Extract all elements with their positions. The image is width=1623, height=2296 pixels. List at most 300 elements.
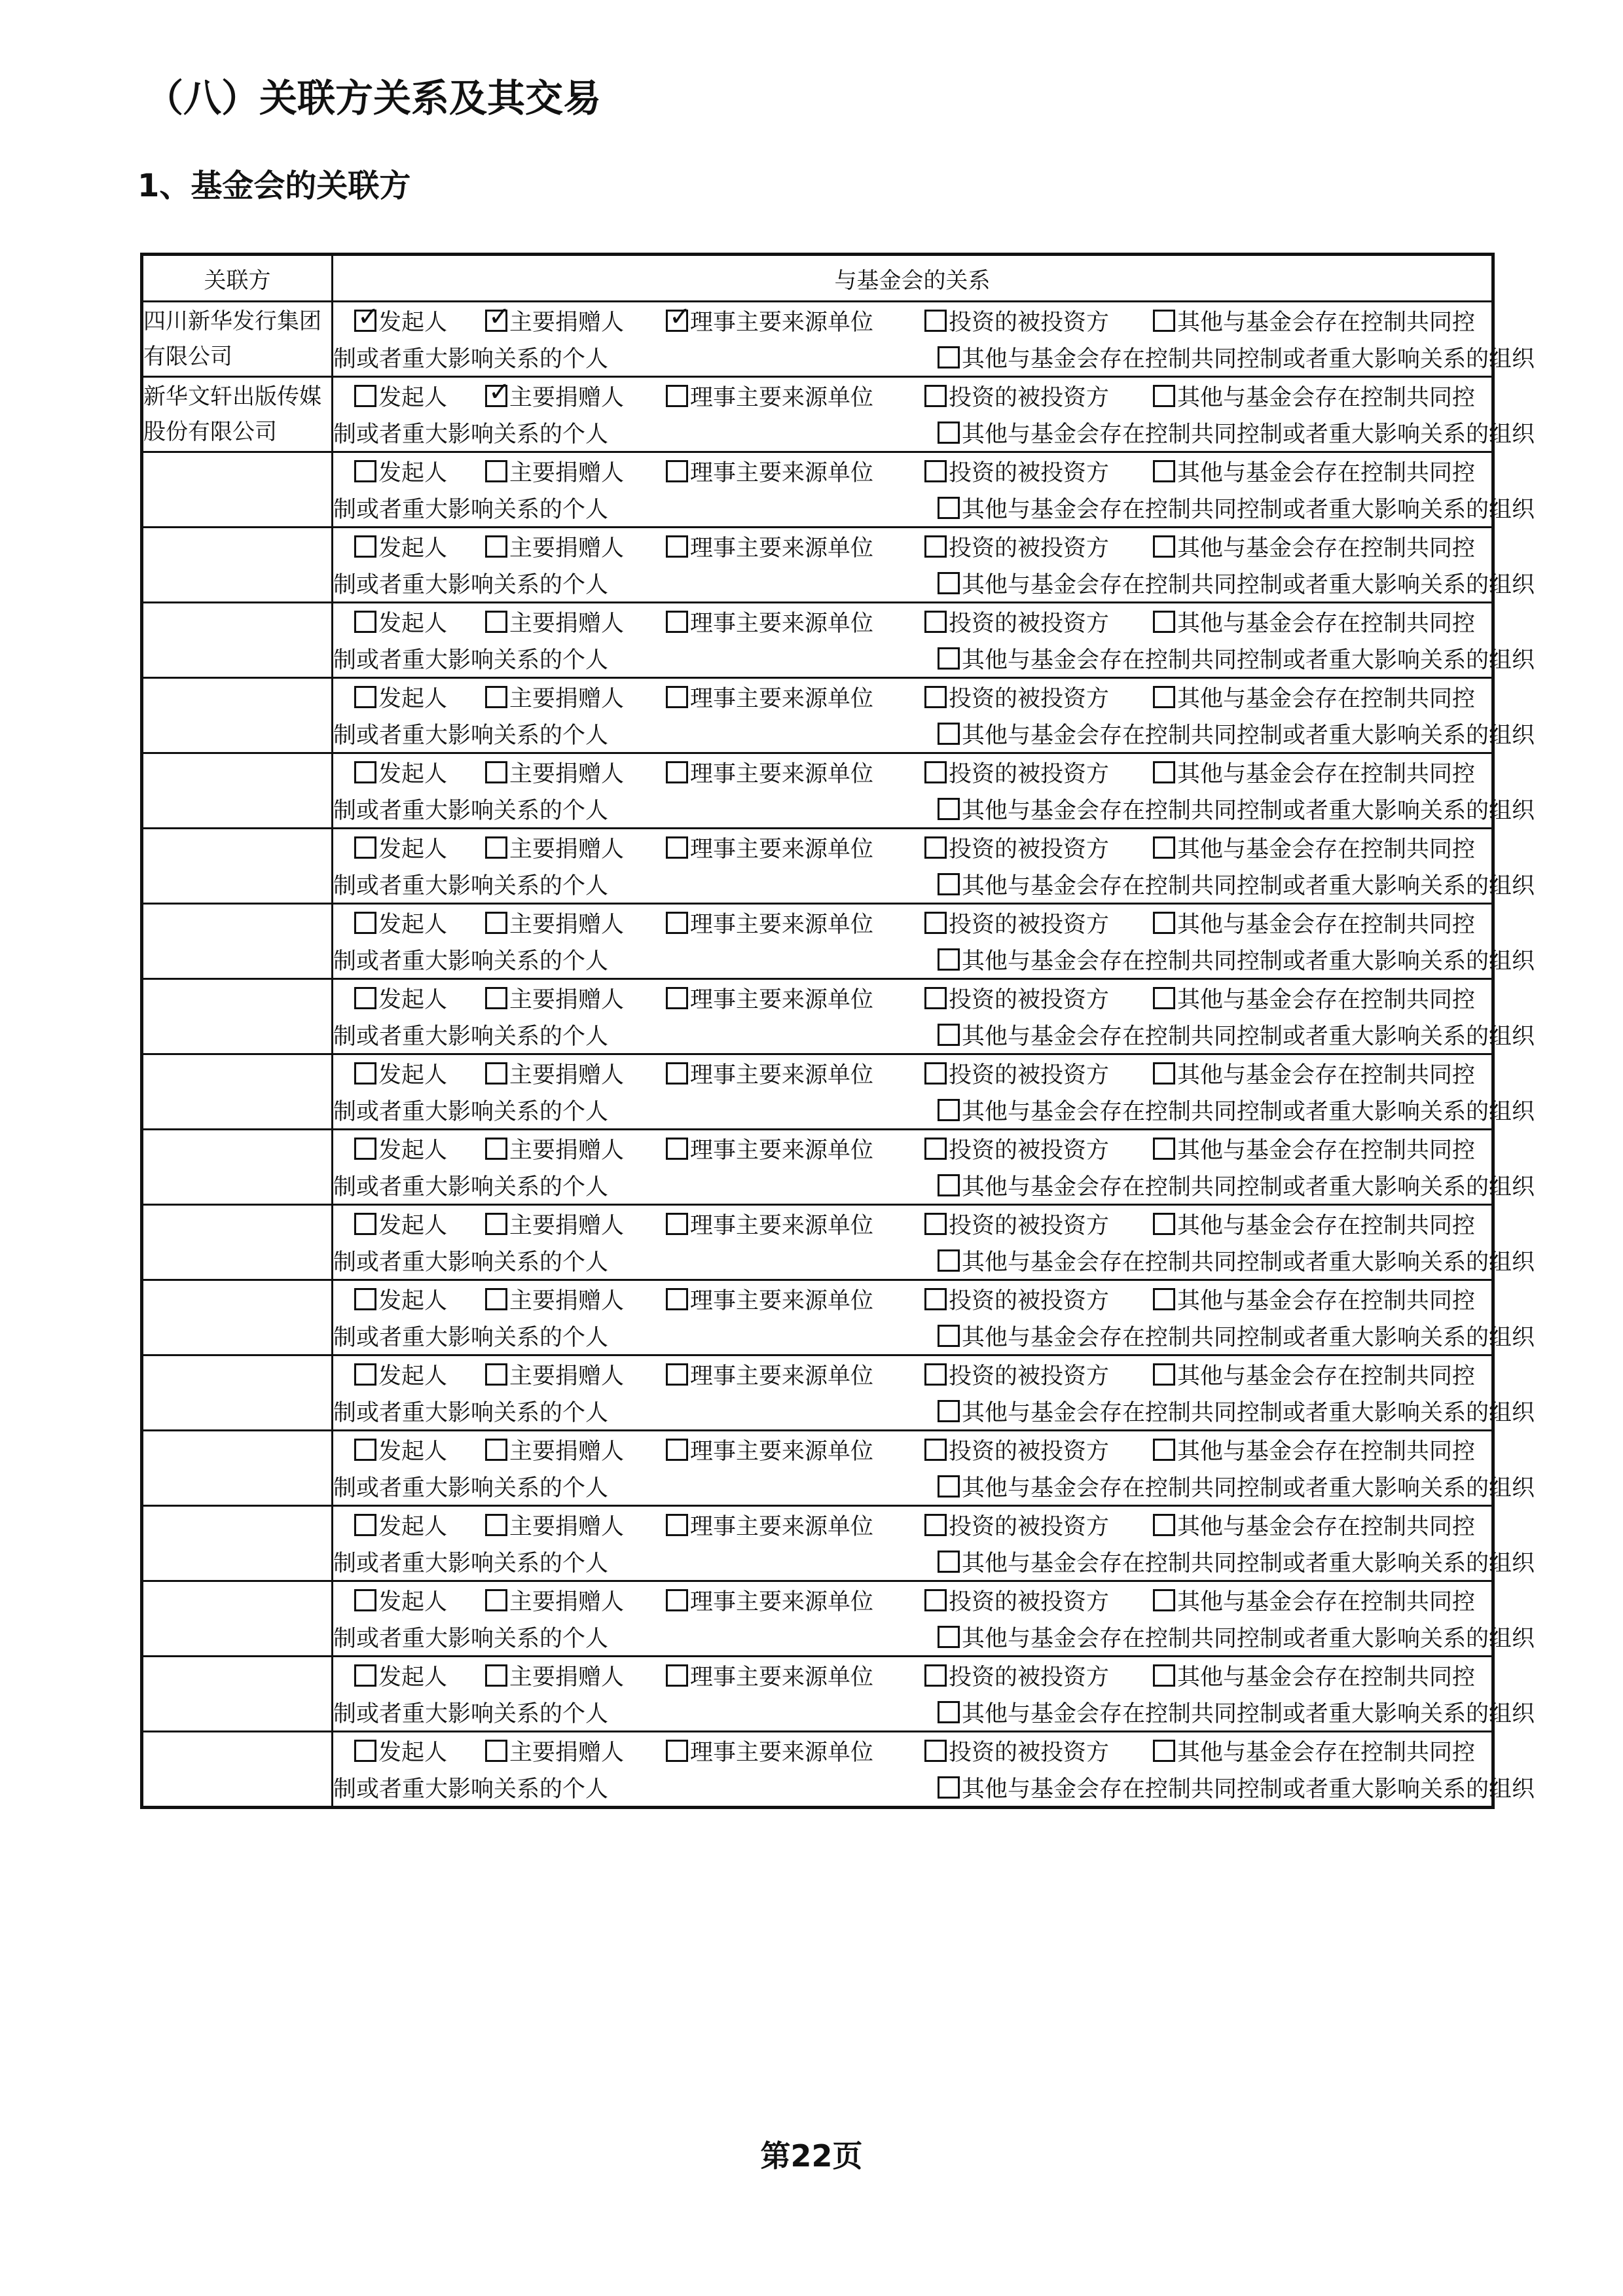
unchecked-box-icon[interactable]	[924, 460, 947, 482]
option-major-donor	[485, 831, 624, 864]
unchecked-box-icon[interactable]	[485, 836, 507, 859]
option-founder	[354, 906, 447, 939]
related-party-name	[142, 1657, 333, 1732]
option-founder	[354, 681, 447, 713]
checked-box-icon[interactable]	[354, 310, 376, 332]
option-major-donor	[485, 1509, 624, 1541]
unchecked-box-icon[interactable]	[354, 1363, 376, 1386]
unchecked-box-icon[interactable]	[924, 1213, 947, 1235]
option-investee	[924, 530, 1109, 563]
option-label: 发起人	[378, 912, 448, 938]
relationship-cell	[333, 753, 1535, 829]
unchecked-box-icon[interactable]	[354, 1288, 376, 1310]
option-investee	[924, 1132, 1109, 1165]
option-label: 其他与基金会存在控制共同控制或者重大影响关系的组织	[962, 798, 1535, 824]
option-label: 发起人	[378, 460, 448, 486]
unchecked-box-icon[interactable]	[354, 1589, 376, 1611]
option-label: 主要捐赠人	[509, 987, 625, 1013]
option-label: 投资的被投资方	[949, 1664, 1110, 1691]
unchecked-box-icon[interactable]	[354, 987, 376, 1009]
option-label: 投资的被投资方	[949, 535, 1110, 562]
unchecked-box-icon[interactable]	[666, 1138, 688, 1160]
option-label: 其他与基金会存在控制共同控	[1177, 987, 1476, 1013]
option-other-person	[1153, 681, 1475, 713]
option-label: 其他与基金会存在控制共同控制或者重大影响关系的组织	[962, 572, 1535, 598]
option-label: 发起人	[378, 836, 448, 863]
option-investee	[924, 1509, 1109, 1541]
relationship-cell	[333, 1732, 1535, 1808]
unchecked-box-icon[interactable]	[938, 873, 960, 895]
unchecked-box-icon[interactable]	[485, 1062, 507, 1085]
unchecked-box-icon[interactable]	[354, 385, 376, 407]
other-person-label-continued: 制或者重大影响关系的个人	[333, 798, 609, 824]
relationship-cell	[333, 1581, 1535, 1657]
unchecked-box-icon[interactable]	[938, 1475, 960, 1498]
unchecked-box-icon[interactable]	[924, 1589, 947, 1611]
unchecked-box-icon[interactable]	[924, 1740, 947, 1762]
option-label: 其他与基金会存在控制共同控制或者重大影响关系的组织	[962, 1776, 1535, 1803]
unchecked-box-icon[interactable]	[924, 1514, 947, 1536]
unchecked-box-icon[interactable]	[485, 686, 507, 708]
option-other-org	[938, 1319, 1535, 1352]
option-founder	[354, 304, 447, 337]
option-label: 主要捐赠人	[509, 1062, 625, 1088]
option-label: 其他与基金会存在控制共同控	[1177, 385, 1476, 411]
option-major-donor	[485, 1283, 624, 1316]
table-row	[142, 979, 1493, 1054]
option-founder	[354, 605, 447, 638]
option-investee	[924, 1208, 1109, 1240]
option-label: 理事主要来源单位	[690, 1288, 874, 1314]
table-row	[142, 452, 1493, 528]
relationship-cell	[333, 979, 1535, 1054]
option-label: 其他与基金会存在控制共同控	[1177, 1589, 1476, 1615]
unchecked-box-icon[interactable]	[938, 1626, 960, 1648]
unchecked-box-icon[interactable]	[1153, 1288, 1175, 1310]
unchecked-box-icon[interactable]	[1153, 912, 1175, 934]
option-label: 发起人	[378, 1740, 448, 1766]
unchecked-box-icon[interactable]	[485, 1740, 507, 1762]
option-founder	[354, 380, 447, 412]
option-founder	[354, 831, 447, 864]
unchecked-box-icon[interactable]	[485, 535, 507, 558]
option-other-org	[938, 1395, 1535, 1427]
other-person-label-continued: 制或者重大影响关系的个人	[333, 1776, 609, 1803]
option-label: 其他与基金会存在控制共同控制或者重大影响关系的组织	[962, 1551, 1535, 1577]
related-party-name	[142, 452, 333, 528]
option-other-org	[938, 1018, 1535, 1051]
option-investee	[924, 1358, 1109, 1391]
unchecked-box-icon[interactable]	[485, 1439, 507, 1461]
relationship-cell	[333, 1657, 1535, 1732]
option-major-donor	[485, 530, 624, 563]
unchecked-box-icon[interactable]	[924, 310, 947, 332]
option-label: 发起人	[378, 1288, 448, 1314]
option-label: 投资的被投资方	[949, 1213, 1110, 1239]
option-label: 其他与基金会存在控制共同控制或者重大影响关系的组织	[962, 1475, 1535, 1501]
option-other-person	[1153, 605, 1475, 638]
related-party-name	[142, 1506, 333, 1581]
checked-box-icon[interactable]	[666, 310, 688, 332]
unchecked-box-icon[interactable]	[354, 1138, 376, 1160]
unchecked-box-icon[interactable]	[666, 1062, 688, 1085]
unchecked-box-icon[interactable]	[1153, 686, 1175, 708]
option-label: 理事主要来源单位	[690, 1062, 874, 1088]
option-other-org	[938, 1470, 1535, 1503]
option-other-person	[1153, 831, 1475, 864]
unchecked-box-icon[interactable]	[354, 1062, 376, 1085]
relationship-cell	[333, 1280, 1535, 1355]
unchecked-box-icon[interactable]	[666, 1213, 688, 1235]
relationship-cell	[333, 829, 1535, 904]
option-investee	[924, 1433, 1109, 1466]
unchecked-box-icon[interactable]	[1153, 1439, 1175, 1461]
table-row	[142, 1506, 1493, 1581]
other-person-label-continued: 制或者重大影响关系的个人	[333, 723, 609, 749]
option-founder	[354, 1283, 447, 1316]
option-council-source-unit	[666, 906, 873, 939]
option-other-person	[1153, 1132, 1475, 1165]
option-investee	[924, 1057, 1109, 1090]
unchecked-box-icon[interactable]	[938, 723, 960, 745]
option-other-person	[1153, 1509, 1475, 1541]
option-label: 理事主要来源单位	[690, 1363, 874, 1390]
option-council-source-unit	[666, 1659, 873, 1692]
unchecked-box-icon[interactable]	[924, 836, 947, 859]
unchecked-box-icon[interactable]	[1153, 460, 1175, 482]
unchecked-box-icon[interactable]	[1153, 836, 1175, 859]
relationship-cell	[333, 678, 1535, 753]
unchecked-box-icon[interactable]	[924, 1664, 947, 1687]
option-other-org	[938, 642, 1535, 675]
unchecked-box-icon[interactable]	[485, 460, 507, 482]
unchecked-box-icon[interactable]	[1153, 1213, 1175, 1235]
other-person-label-continued: 制或者重大影响关系的个人	[333, 422, 609, 448]
table-row	[142, 1054, 1493, 1130]
option-label: 投资的被投资方	[949, 1288, 1110, 1314]
unchecked-box-icon[interactable]	[938, 497, 960, 519]
unchecked-box-icon[interactable]	[938, 798, 960, 820]
option-council-source-unit	[666, 530, 873, 563]
unchecked-box-icon[interactable]	[666, 535, 688, 558]
option-other-org	[938, 1621, 1535, 1653]
option-label: 发起人	[378, 535, 448, 562]
unchecked-box-icon[interactable]	[938, 1701, 960, 1723]
option-label: 投资的被投资方	[949, 611, 1110, 637]
header-relationship: 与基金会的关系	[333, 255, 1493, 302]
unchecked-box-icon[interactable]	[485, 761, 507, 783]
option-investee	[924, 455, 1109, 488]
unchecked-box-icon[interactable]	[924, 912, 947, 934]
unchecked-box-icon[interactable]	[938, 1776, 960, 1799]
option-label: 其他与基金会存在控制共同控制或者重大影响关系的组织	[962, 1024, 1535, 1050]
unchecked-box-icon[interactable]	[666, 1740, 688, 1762]
option-label: 投资的被投资方	[949, 1363, 1110, 1390]
option-label: 主要捐赠人	[509, 1288, 625, 1314]
unchecked-box-icon[interactable]	[666, 1288, 688, 1310]
option-label: 理事主要来源单位	[690, 836, 874, 863]
option-label: 其他与基金会存在控制共同控	[1177, 1514, 1476, 1540]
option-council-source-unit	[666, 681, 873, 713]
option-label: 发起人	[378, 1062, 448, 1088]
option-label: 发起人	[378, 987, 448, 1013]
option-label: 投资的被投资方	[949, 385, 1110, 411]
option-label: 理事主要来源单位	[690, 611, 874, 637]
unchecked-box-icon[interactable]	[924, 761, 947, 783]
unchecked-box-icon[interactable]	[666, 836, 688, 859]
checked-box-icon[interactable]	[485, 385, 507, 407]
unchecked-box-icon[interactable]	[666, 686, 688, 708]
related-party-name	[142, 1130, 333, 1205]
other-person-label-continued: 制或者重大影响关系的个人	[333, 647, 609, 673]
unchecked-box-icon[interactable]	[354, 1740, 376, 1762]
unchecked-box-icon[interactable]	[666, 385, 688, 407]
unchecked-box-icon[interactable]	[924, 987, 947, 1009]
option-label: 主要捐赠人	[509, 1213, 625, 1239]
related-party-name: 新华文轩出版传媒股份有限公司	[142, 377, 333, 452]
option-label: 其他与基金会存在控制共同控制或者重大影响关系的组织	[962, 948, 1535, 975]
option-founder	[354, 530, 447, 563]
unchecked-box-icon[interactable]	[666, 1589, 688, 1611]
unchecked-box-icon[interactable]	[924, 611, 947, 633]
unchecked-box-icon[interactable]	[938, 422, 960, 444]
unchecked-box-icon[interactable]	[938, 572, 960, 594]
table-row	[142, 1657, 1493, 1732]
unchecked-box-icon[interactable]	[485, 912, 507, 934]
option-label: 其他与基金会存在控制共同控	[1177, 912, 1476, 938]
unchecked-box-icon[interactable]	[924, 1288, 947, 1310]
unchecked-box-icon[interactable]	[666, 1664, 688, 1687]
unchecked-box-icon[interactable]	[354, 761, 376, 783]
option-label: 其他与基金会存在控制共同控	[1177, 460, 1476, 486]
other-person-label-continued: 制或者重大影响关系的个人	[333, 1626, 609, 1652]
option-major-donor	[485, 906, 624, 939]
unchecked-box-icon[interactable]	[1153, 1589, 1175, 1611]
option-label: 发起人	[378, 385, 448, 411]
table-row	[142, 377, 1493, 452]
option-label: 理事主要来源单位	[690, 1138, 874, 1164]
option-label: 其他与基金会存在控制共同控	[1177, 1138, 1476, 1164]
unchecked-box-icon[interactable]	[666, 987, 688, 1009]
option-label: 主要捐赠人	[509, 535, 625, 562]
related-party-name: 四川新华发行集团有限公司	[142, 302, 333, 377]
relationship-cell	[333, 603, 1535, 678]
option-major-donor	[485, 681, 624, 713]
option-label: 理事主要来源单位	[690, 987, 874, 1013]
unchecked-box-icon[interactable]	[938, 1174, 960, 1196]
unchecked-box-icon[interactable]	[924, 1363, 947, 1386]
unchecked-box-icon[interactable]	[1153, 385, 1175, 407]
relationship-cell	[333, 1431, 1535, 1506]
option-council-source-unit	[666, 1283, 873, 1316]
option-label: 其他与基金会存在控制共同控	[1177, 761, 1476, 787]
option-other-org	[938, 868, 1535, 901]
option-other-org	[938, 341, 1535, 374]
option-label: 其他与基金会存在控制共同控	[1177, 686, 1476, 712]
option-label: 其他与基金会存在控制共同控	[1177, 611, 1476, 637]
unchecked-box-icon[interactable]	[938, 1024, 960, 1046]
unchecked-box-icon[interactable]	[1153, 611, 1175, 633]
unchecked-box-icon[interactable]	[1153, 1514, 1175, 1536]
option-council-source-unit	[666, 1208, 873, 1240]
option-label: 其他与基金会存在控制共同控	[1177, 310, 1476, 336]
unchecked-box-icon[interactable]	[485, 1514, 507, 1536]
unchecked-box-icon[interactable]	[1153, 1062, 1175, 1085]
option-label: 理事主要来源单位	[690, 912, 874, 938]
related-party-name	[142, 1732, 333, 1808]
unchecked-box-icon[interactable]	[938, 1249, 960, 1272]
unchecked-box-icon[interactable]	[938, 948, 960, 971]
option-other-org	[938, 492, 1535, 524]
unchecked-box-icon[interactable]	[938, 1099, 960, 1121]
unchecked-box-icon[interactable]	[666, 912, 688, 934]
unchecked-box-icon[interactable]	[1153, 987, 1175, 1009]
unchecked-box-icon[interactable]	[354, 686, 376, 708]
unchecked-box-icon[interactable]	[666, 1439, 688, 1461]
option-label: 其他与基金会存在控制共同控制或者重大影响关系的组织	[962, 497, 1535, 523]
unchecked-box-icon[interactable]	[924, 1439, 947, 1461]
unchecked-box-icon[interactable]	[485, 1664, 507, 1687]
option-other-org	[938, 1244, 1535, 1277]
option-council-source-unit	[666, 1057, 873, 1090]
unchecked-box-icon[interactable]	[485, 987, 507, 1009]
unchecked-box-icon[interactable]	[1153, 310, 1175, 332]
unchecked-box-icon[interactable]	[354, 1439, 376, 1461]
unchecked-box-icon[interactable]	[938, 1400, 960, 1422]
relationship-cell	[333, 1054, 1535, 1130]
option-label: 发起人	[378, 1439, 448, 1465]
option-label: 理事主要来源单位	[690, 1213, 874, 1239]
unchecked-box-icon[interactable]	[938, 346, 960, 368]
option-other-person	[1153, 530, 1475, 563]
option-other-person	[1153, 1734, 1475, 1767]
option-label: 其他与基金会存在控制共同控	[1177, 535, 1476, 562]
unchecked-box-icon[interactable]	[485, 1288, 507, 1310]
related-party-table	[140, 253, 1535, 1809]
option-founder	[354, 1509, 447, 1541]
option-investee	[924, 982, 1109, 1014]
option-label: 发起人	[378, 1363, 448, 1390]
option-label: 其他与基金会存在控制共同控制或者重大影响关系的组织	[962, 873, 1535, 899]
option-council-source-unit	[666, 1509, 873, 1541]
unchecked-box-icon[interactable]	[924, 535, 947, 558]
unchecked-box-icon[interactable]	[354, 1213, 376, 1235]
unchecked-box-icon[interactable]	[1153, 761, 1175, 783]
option-label: 主要捐赠人	[509, 836, 625, 863]
table-row	[142, 1355, 1493, 1431]
unchecked-box-icon[interactable]	[354, 1514, 376, 1536]
option-major-donor	[485, 1057, 624, 1090]
option-label: 其他与基金会存在控制共同控制或者重大影响关系的组织	[962, 1626, 1535, 1652]
other-person-label-continued: 制或者重大影响关系的个人	[333, 1325, 609, 1351]
table-row	[142, 829, 1493, 904]
other-person-label-continued: 制或者重大影响关系的个人	[333, 1400, 609, 1426]
unchecked-box-icon[interactable]	[666, 611, 688, 633]
unchecked-box-icon[interactable]	[1153, 535, 1175, 558]
option-label: 投资的被投资方	[949, 1589, 1110, 1615]
table-row	[142, 904, 1493, 979]
unchecked-box-icon[interactable]	[354, 611, 376, 633]
option-label: 主要捐赠人	[509, 385, 625, 411]
option-investee	[924, 681, 1109, 713]
unchecked-box-icon[interactable]	[1153, 1664, 1175, 1687]
unchecked-box-icon[interactable]	[924, 686, 947, 708]
option-other-person	[1153, 304, 1475, 337]
unchecked-box-icon[interactable]	[666, 460, 688, 482]
table-row	[142, 1280, 1493, 1355]
option-label: 其他与基金会存在控制共同控制或者重大影响关系的组织	[962, 1325, 1535, 1351]
option-other-org	[938, 943, 1535, 976]
checked-box-icon[interactable]	[485, 310, 507, 332]
option-label: 投资的被投资方	[949, 1062, 1110, 1088]
unchecked-box-icon[interactable]	[354, 1664, 376, 1687]
unchecked-box-icon[interactable]	[1153, 1363, 1175, 1386]
option-label: 其他与基金会存在控制共同控制或者重大影响关系的组织	[962, 1099, 1535, 1125]
option-label: 主要捐赠人	[509, 1664, 625, 1691]
unchecked-box-icon[interactable]	[666, 761, 688, 783]
unchecked-box-icon[interactable]	[354, 912, 376, 934]
relationship-cell	[333, 904, 1535, 979]
unchecked-box-icon[interactable]	[354, 535, 376, 558]
unchecked-box-icon[interactable]	[938, 1325, 960, 1347]
option-label: 理事主要来源单位	[690, 1740, 874, 1766]
other-person-label-continued: 制或者重大影响关系的个人	[333, 1551, 609, 1577]
unchecked-box-icon[interactable]	[924, 1062, 947, 1085]
unchecked-box-icon[interactable]	[485, 1363, 507, 1386]
option-other-person	[1153, 1358, 1475, 1391]
unchecked-box-icon[interactable]	[1153, 1138, 1175, 1160]
option-label: 理事主要来源单位	[690, 761, 874, 787]
unchecked-box-icon[interactable]	[354, 460, 376, 482]
option-other-org	[938, 793, 1535, 825]
header-related-party: 关联方	[142, 255, 333, 302]
unchecked-box-icon[interactable]	[485, 1213, 507, 1235]
unchecked-box-icon[interactable]	[1153, 1740, 1175, 1762]
unchecked-box-icon[interactable]	[938, 1551, 960, 1573]
page-number: 第22页	[760, 2138, 863, 2174]
unchecked-box-icon[interactable]	[666, 1514, 688, 1536]
option-major-donor	[485, 1208, 624, 1240]
option-other-org	[938, 1545, 1535, 1578]
option-label: 发起人	[378, 1213, 448, 1239]
option-major-donor	[485, 455, 624, 488]
option-investee	[924, 605, 1109, 638]
unchecked-box-icon[interactable]	[924, 1138, 947, 1160]
option-major-donor	[485, 1132, 624, 1165]
table-row	[142, 678, 1493, 753]
option-investee	[924, 380, 1109, 412]
option-label: 其他与基金会存在控制共同控制或者重大影响关系的组织	[962, 346, 1535, 372]
option-major-donor	[485, 1358, 624, 1391]
option-label: 主要捐赠人	[509, 1363, 625, 1390]
unchecked-box-icon[interactable]	[354, 836, 376, 859]
option-major-donor	[485, 380, 624, 412]
unchecked-box-icon[interactable]	[485, 611, 507, 633]
table-row	[142, 302, 1493, 377]
related-party-name	[142, 904, 333, 979]
related-party-name	[142, 829, 333, 904]
option-other-person	[1153, 1283, 1475, 1316]
unchecked-box-icon[interactable]	[924, 385, 947, 407]
option-label: 理事主要来源单位	[690, 385, 874, 411]
unchecked-box-icon[interactable]	[485, 1138, 507, 1160]
unchecked-box-icon[interactable]	[938, 647, 960, 670]
relationship-cell	[333, 528, 1535, 603]
unchecked-box-icon[interactable]	[485, 1589, 507, 1611]
unchecked-box-icon[interactable]	[666, 1363, 688, 1386]
option-other-person	[1153, 1433, 1475, 1466]
related-party-name	[142, 678, 333, 753]
